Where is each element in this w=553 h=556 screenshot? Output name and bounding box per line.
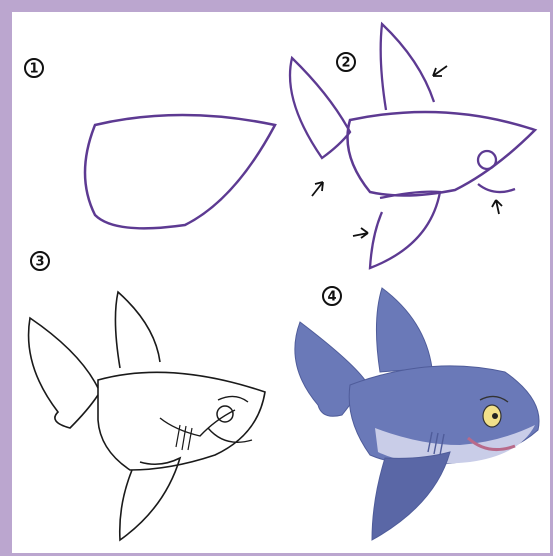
arrow-tail-icon — [312, 182, 323, 196]
step-2-tail-fin — [290, 55, 351, 158]
step-4-pupil — [492, 413, 498, 419]
step-1-body-shape — [85, 115, 275, 228]
step-2-mouth — [478, 184, 515, 192]
step-2-eye — [478, 151, 496, 169]
step-4-number: 4 — [327, 289, 337, 305]
step-1-panel — [25, 59, 275, 228]
step-2-number: 2 — [341, 55, 351, 71]
step-2-dorsal-fin — [381, 24, 434, 110]
step-1-number: 1 — [29, 61, 39, 77]
arrow-dorsal-icon — [433, 66, 447, 76]
step-2-body-shape — [348, 112, 536, 196]
step-3-dorsal-fin — [115, 292, 160, 368]
arrow-mouth-icon — [492, 200, 502, 214]
step-4-panel — [295, 287, 539, 540]
step-3-mouth — [208, 428, 252, 442]
step-3-pectoral-fin — [120, 458, 180, 540]
step-3-body-outline — [98, 372, 265, 470]
step-3-number: 3 — [35, 254, 45, 270]
step-3-belly-line — [160, 410, 235, 436]
step-3-eye — [217, 406, 233, 422]
step-2-pectoral-fin — [370, 192, 440, 268]
step-3-tail-fin — [29, 318, 98, 428]
step-3-panel — [29, 252, 265, 540]
arrow-fin-icon — [353, 228, 368, 238]
step-3-brow — [218, 396, 248, 402]
step-4-pectoral-fin — [372, 452, 450, 540]
step-2-panel — [290, 24, 535, 268]
step-4-dorsal-fin — [376, 288, 432, 372]
